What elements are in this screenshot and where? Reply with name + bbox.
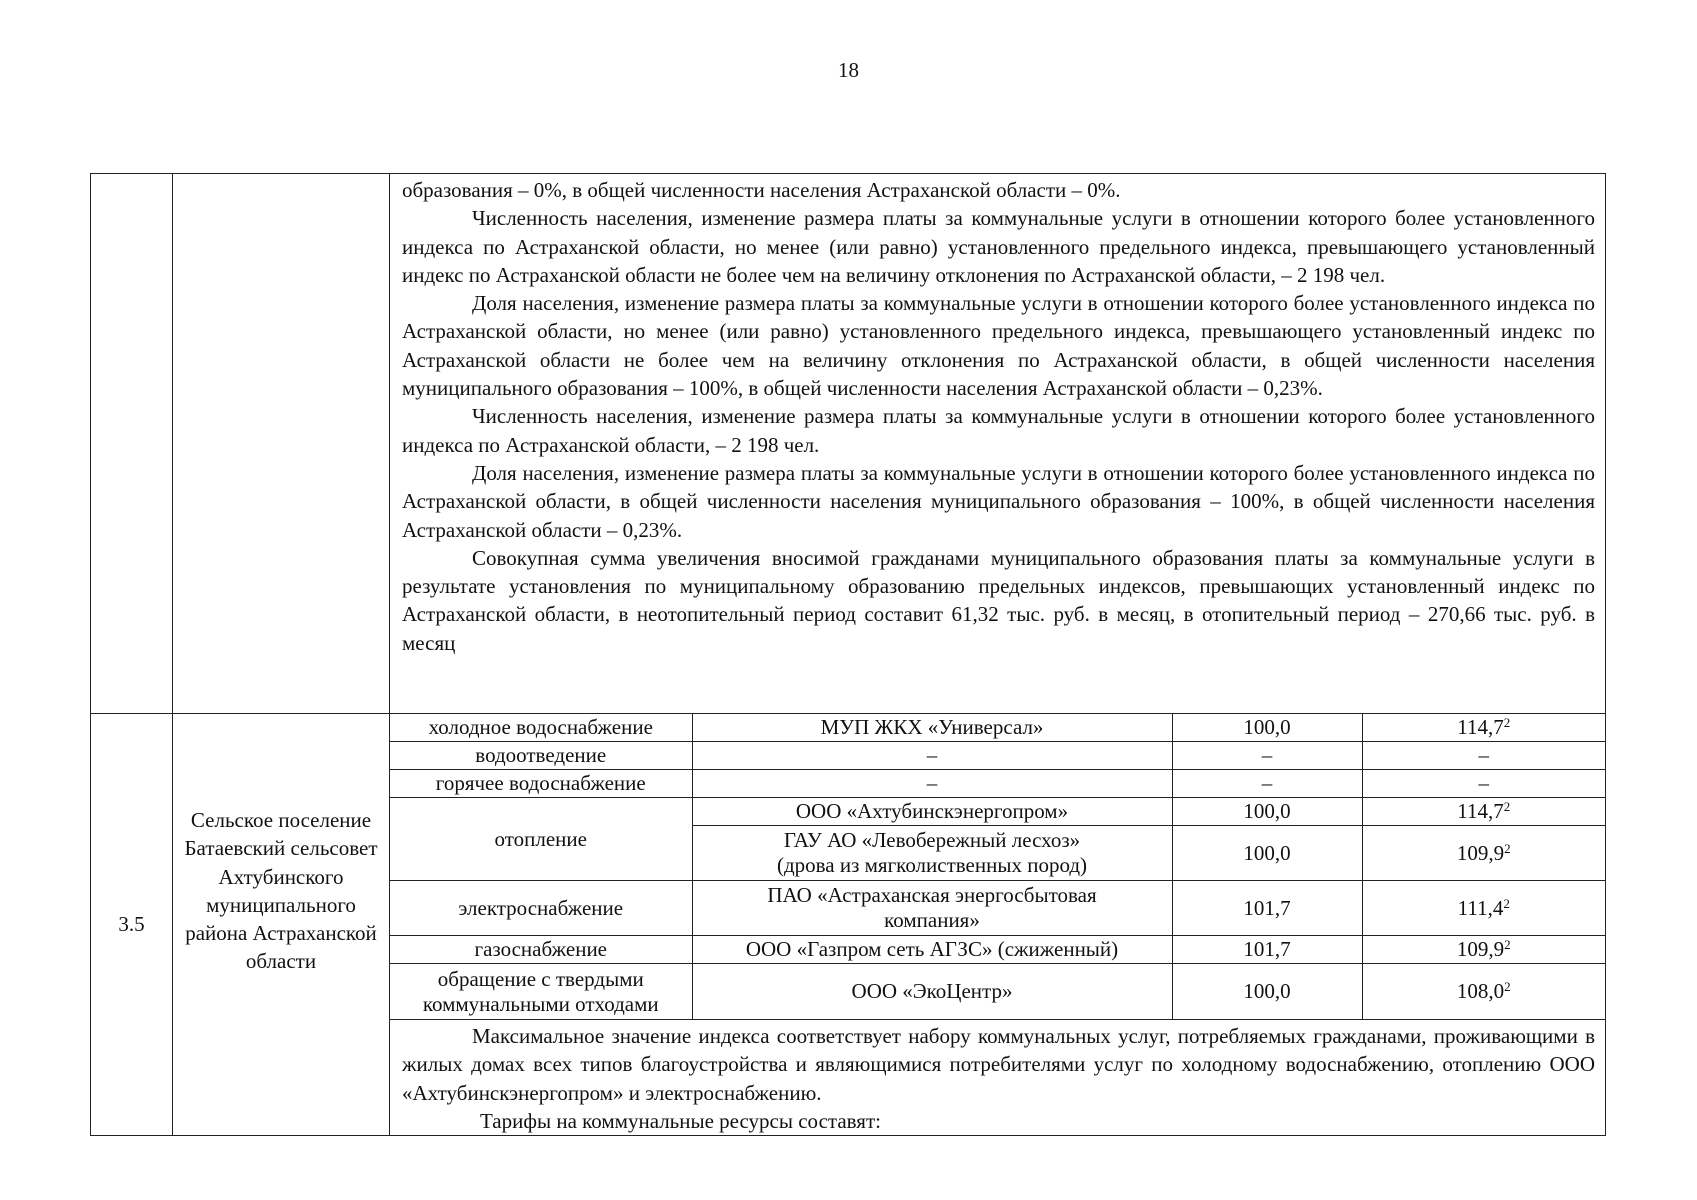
limit-index-cell (1362, 826, 1605, 881)
service-line: обращение с твердыми (437, 966, 644, 991)
table-row (390, 714, 1605, 742)
table-row (390, 936, 1605, 964)
service-name (390, 964, 692, 1020)
footnote-mark: 2 (1504, 937, 1511, 952)
limit-value: 114,7 (1457, 715, 1504, 739)
section-row (91, 714, 1606, 1136)
limit-index-cell (1362, 881, 1605, 936)
provider-line: ПАО «Астраханская энергосбытовая (767, 883, 1097, 907)
limit-index-cell (1362, 714, 1605, 742)
provider-name: ООО «Газпром сеть АГЗС» (сжиженный) (692, 936, 1172, 964)
footnote-mark: 2 (1504, 979, 1511, 994)
provider-name (692, 826, 1172, 881)
table-row (390, 770, 1605, 798)
limit-value: 109,9 (1456, 937, 1505, 961)
service-name: холодное водоснабжение (390, 714, 692, 742)
service-name: газоснабжение (390, 936, 692, 964)
service-name: водоотведение (390, 742, 692, 770)
index-value: 101,7 (1172, 881, 1362, 936)
index-value: 100,0 (1172, 714, 1362, 742)
limit-value: 114,7 (1457, 799, 1504, 823)
provider-name (692, 881, 1172, 936)
footnote-mark: 2 (1504, 840, 1511, 856)
table-row (390, 881, 1605, 936)
provider-name: – (692, 770, 1172, 798)
index-value: – (1172, 770, 1362, 798)
table-row (390, 798, 1605, 826)
section-details-cell (390, 714, 1606, 1136)
table-row (390, 742, 1605, 770)
limit-index-cell (1362, 964, 1605, 1020)
provider-name: ООО «ЭкоЦентр» (692, 964, 1172, 1020)
paragraph: Численность населения, изменение размера платы за коммунальные услуги в отношении которого более установленного индекса по Астраханской области, но менее (или равно) установленного предельного индекса, превышающего установленный индекс по Астраханской области не более чем на величину отклонения по Астраханской области, – 2 198 чел. (402, 206, 1595, 287)
provider-name: – (692, 742, 1172, 770)
provider-line: компания» (884, 908, 980, 932)
limit-value: 108,0 (1456, 979, 1505, 1003)
section-name: Сельское поселение Батаевский сельсовет Ахтубинского муниципального района Астраханской области (173, 714, 390, 1136)
limit-index-cell (1362, 936, 1605, 964)
index-value: 100,0 (1172, 826, 1362, 881)
index-value: 100,0 (1172, 964, 1362, 1020)
paragraph: Доля населения, изменение размера платы за коммунальные услуги в отношении которого более установленного индекса по Астраханской области, но менее (или равно) установленного предельного индекса, превышающего установленный индекс по Астраханской области не более чем на величину отклонения по Астраханской области, в общей численности населения муниципального образования – 100%, в общей численности населения Астраханской области – 0,23%. (402, 291, 1595, 401)
footnote-mark: 2 (1503, 895, 1510, 911)
provider-line: ГАУ АО «Левобережный лесхоз» (783, 828, 1081, 852)
service-name: отопление (390, 798, 692, 881)
index-value: – (1172, 742, 1362, 770)
limit-value: 111,4 (1457, 895, 1504, 920)
section-number: 3.5 (91, 714, 173, 1136)
limit-value: – (1362, 742, 1605, 770)
limit-index-cell (1362, 798, 1605, 826)
provider-name: ООО «Ахтубинскэнергопром» (692, 798, 1172, 826)
paragraph: образования – 0%, в общей численности населения Астраханской области – 0%. (402, 178, 1121, 202)
continuation-row (91, 174, 1606, 714)
table-row (390, 964, 1605, 1020)
service-line: коммунальными отходами (422, 991, 659, 1016)
tariffs-paragraph: Тарифы на коммунальные ресурсы составят: (480, 1108, 881, 1133)
services-table (390, 714, 1605, 1020)
tariff-table (90, 173, 1606, 1136)
provider-name: МУП ЖКХ «Универсал» (692, 714, 1172, 742)
name-cell-empty (173, 174, 390, 714)
service-name: электроснабжение (390, 881, 692, 936)
index-value: 100,0 (1172, 798, 1362, 826)
limit-value: – (1362, 770, 1605, 798)
page-number: 18 (838, 58, 859, 82)
summary-paragraph: Максимальное значение индекса соответствует набору коммунальных услуг, потребляемых гражданами, проживающими в жилых домах всех типов благоустройства и являющимися потребителями услуг по холодному водоснабжению, отоплению ООО «Ахтубинскэнергопром» и электроснабжению. (402, 1024, 1595, 1105)
service-name: горячее водоснабжение (390, 770, 692, 798)
limit-value: 109,9 (1456, 840, 1505, 865)
provider-line: (дрова из мягколиственных пород) (776, 853, 1088, 877)
index-value: 101,7 (1172, 936, 1362, 964)
footnote-mark: 2 (1503, 715, 1511, 730)
footnote-mark: 2 (1503, 799, 1511, 814)
paragraph: Численность населения, изменение размера платы за коммунальные услуги в отношении которого более установленного индекса по Астраханской области, – 2 198 чел. (402, 404, 1595, 457)
number-cell-empty (91, 174, 173, 714)
continuation-text-cell (390, 174, 1606, 714)
paragraph: Доля населения, изменение размера платы за коммунальные услуги в отношении которого более установленного индекса по Астраханской области, в общей численности населения муниципального образования – 100%, в общей численности населения Астраханской области – 0,23%. (402, 460, 1595, 542)
section-summary-block (390, 1020, 1605, 1135)
paragraph: Совокупная сумма увеличения вносимой гражданами муниципального образования платы за коммунальные услуги в результате установления по муниципальному образованию предельных индексов, превышающих установленный индекс по Астраханской области, в неотопительный период составит 61,32 тыс. руб. в месяц, в отопительный период – 270,66 тыс. руб. в месяц (402, 545, 1595, 655)
